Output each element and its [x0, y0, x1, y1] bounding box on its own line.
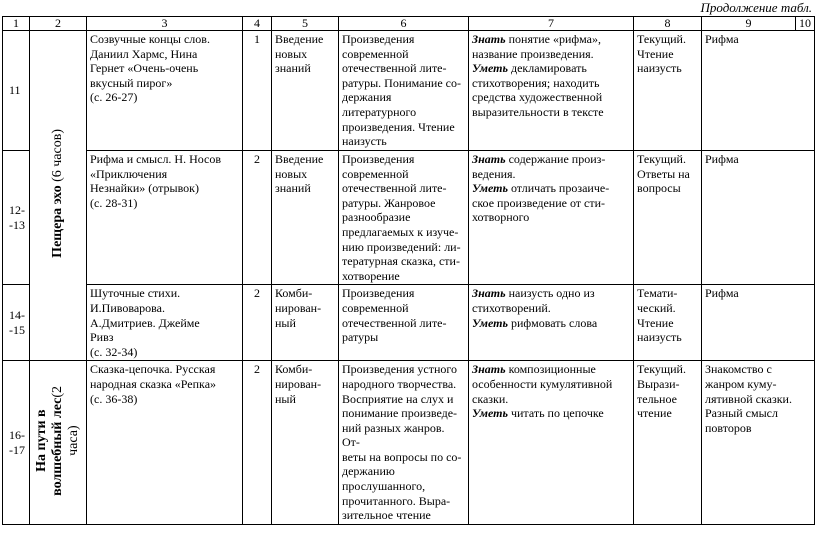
cell-line: ческий. — [637, 300, 676, 315]
cell-line — [472, 152, 630, 167]
requirement-text: стихотворений. — [472, 300, 551, 315]
cell-line: нирован- — [275, 376, 322, 391]
lesson-content — [339, 151, 469, 285]
lesson-hours: 2 — [243, 361, 272, 525]
cell-line: -17 — [9, 442, 25, 457]
cell-line: хотворение — [342, 268, 400, 283]
cell-line: Ответы на — [637, 166, 690, 181]
cell-line: Даниил Хармс, Нина — [90, 46, 198, 61]
lesson-plan-table — [2, 16, 815, 525]
requirement-text: ведения. — [472, 166, 516, 181]
requirement-text: название произведения. — [472, 46, 594, 61]
cell-line: разнообразие — [342, 210, 411, 225]
cell-line — [472, 196, 630, 211]
cell-line — [472, 377, 630, 392]
cell-line: отечественной лите- — [342, 315, 447, 330]
cell-line: Созвучные концы слов. — [90, 32, 210, 46]
requirement-text: декламировать — [507, 61, 587, 76]
lesson-number — [3, 31, 30, 151]
lesson-number — [3, 361, 30, 525]
cell-line: «Приключения — [90, 166, 168, 181]
cell-line: Чтение — [637, 46, 674, 61]
cell-line — [472, 32, 630, 47]
cell-line: Введение — [275, 32, 324, 46]
requirement-keyword: Уметь — [472, 61, 508, 76]
lesson-requirements — [469, 285, 634, 361]
lesson-topic — [87, 151, 243, 285]
lesson-topic — [87, 31, 243, 151]
header-cell: 7 — [469, 17, 634, 31]
section-title-line: На пути в — [34, 409, 49, 473]
cell-line: понимание произведе- — [342, 406, 458, 421]
cell-line: Комби- — [275, 286, 313, 301]
lesson-requirements — [469, 151, 634, 285]
cell-line: Введение — [275, 152, 324, 166]
cell-line: Произведения — [342, 286, 415, 301]
cell-line: (с. 32-34) — [90, 344, 138, 359]
table-continuation-caption: Продолжение табл. — [700, 0, 812, 15]
cell-line: нию произведений: ли- — [342, 239, 461, 254]
cell-line: 16- — [9, 427, 25, 442]
cell-line: вопросы — [637, 181, 681, 196]
cell-line: Рифма — [705, 286, 739, 301]
cell-line: ратуры. Понимание со- — [342, 75, 462, 90]
lesson-number — [3, 285, 30, 361]
header-cell: 9 — [702, 17, 796, 31]
header-cell: 2 — [30, 17, 87, 31]
lesson-content — [339, 31, 469, 151]
cell-line: жанром куму- — [705, 376, 777, 391]
cell-line: чтение — [637, 406, 672, 421]
lesson-hours: 2 — [243, 151, 272, 285]
cell-line: 14- — [9, 308, 25, 323]
cell-line — [472, 47, 630, 62]
lesson-number — [3, 151, 30, 285]
cell-line: новых — [275, 166, 308, 181]
cell-line — [472, 181, 630, 196]
cell-line — [472, 301, 630, 316]
cell-line: ратуры — [342, 330, 379, 345]
cell-line — [472, 392, 630, 407]
cell-line: прослушанного, — [342, 479, 426, 494]
section-title-main: Пещера эхо — [50, 185, 65, 259]
cell-line: Разный смысл — [705, 406, 778, 421]
cell-line: знаний — [275, 61, 311, 76]
lesson-topic — [87, 285, 243, 361]
cell-line: наизусть — [637, 330, 682, 345]
cell-line: произведения. Чтение — [342, 119, 455, 134]
cell-line: литературного — [342, 104, 417, 119]
lesson-notes — [702, 285, 815, 361]
requirement-keyword: Знать — [472, 152, 506, 166]
cell-line — [472, 90, 630, 105]
cell-line: Произведения — [342, 152, 415, 166]
requirement-keyword: Знать — [472, 362, 506, 377]
cell-line: Знакомство с — [705, 362, 772, 377]
cell-line: Текущий. — [637, 152, 686, 166]
cell-line — [472, 316, 630, 331]
cell-line — [472, 286, 630, 301]
cell-line: нирован- — [275, 300, 322, 315]
cell-line: 12- — [9, 203, 25, 218]
table-row — [3, 361, 815, 525]
cell-line: ный — [275, 391, 296, 406]
requirement-text: читать по цепочке — [507, 406, 604, 421]
cell-line: новых — [275, 46, 308, 61]
header-cell: 3 — [87, 17, 243, 31]
requirement-text: понятие «рифма», — [505, 32, 601, 46]
requirement-text: стихотворения; находить — [472, 75, 600, 90]
requirement-keyword: Знать — [472, 286, 506, 301]
cell-line: Рифма — [705, 152, 739, 166]
lesson-type — [272, 151, 339, 285]
cell-line: Текущий. — [637, 32, 686, 46]
cell-line: повторов — [705, 420, 752, 435]
requirement-text: сказки. — [472, 391, 509, 406]
header-cell: 4 — [243, 17, 272, 31]
cell-line: народная сказка «Репка» — [90, 376, 217, 391]
table-row — [3, 31, 815, 151]
cell-line: Чтение — [637, 315, 674, 330]
section-title-hours: часа) — [66, 425, 81, 457]
cell-line: ратуры. Жанровое — [342, 195, 436, 210]
lesson-hours: 2 — [243, 285, 272, 361]
requirement-text: средства художественной — [472, 90, 603, 105]
requirement-text: выразительности в тексте — [472, 104, 604, 119]
lesson-type — [272, 361, 339, 525]
cell-line: (с. 28-31) — [90, 195, 138, 210]
cell-line: Вырази- — [637, 376, 680, 391]
cell-line: держания — [342, 90, 392, 105]
lesson-type — [272, 285, 339, 361]
cell-line: (с. 26-27) — [90, 90, 138, 105]
cell-line: тературная сказка, сти- — [342, 254, 460, 269]
cell-line: Темати- — [637, 286, 678, 301]
cell-line — [472, 167, 630, 182]
cell-line: народного творчества. — [342, 376, 457, 391]
cell-line: Шуточные стихи. — [90, 286, 181, 301]
lesson-notes — [702, 151, 815, 285]
cell-line: Незнайки» (отрывок) — [90, 181, 200, 196]
lesson-type — [272, 31, 339, 151]
cell-line: современной — [342, 46, 409, 61]
lesson-control — [634, 361, 702, 525]
requirement-text: ское произведение от сти- — [472, 195, 606, 210]
requirement-keyword: Уметь — [472, 315, 508, 330]
cell-line: зительное чтение — [342, 508, 431, 523]
cell-line: держанию — [342, 464, 395, 479]
cell-line: Произведения — [342, 32, 415, 46]
cell-line: 11 — [9, 83, 21, 98]
section-title-line: волшебный лес — [50, 397, 65, 496]
cell-line: наизусть — [637, 61, 682, 76]
cell-line: Гернет «Очень-очень — [90, 61, 199, 76]
section-cave-echo — [30, 31, 87, 361]
cell-line: -15 — [9, 322, 25, 337]
section-magic-forest — [30, 361, 87, 525]
lesson-requirements — [469, 361, 634, 525]
table-row — [3, 285, 815, 361]
cell-line: современной — [342, 166, 409, 181]
cell-line: наизусть — [342, 134, 387, 149]
cell-line: отечественной лите- — [342, 61, 447, 76]
cell-line: А.Дмитриев. Джейме — [90, 315, 200, 330]
cell-line: -13 — [9, 217, 25, 232]
lesson-content — [339, 285, 469, 361]
cell-line: (с. 36-38) — [90, 391, 138, 406]
lesson-control — [634, 151, 702, 285]
cell-line: Произведения устного — [342, 362, 458, 377]
cell-line: современной — [342, 300, 409, 315]
cell-line: веты на вопросы по со- — [342, 449, 462, 464]
cell-line: Текущий. — [637, 362, 686, 377]
cell-line — [472, 61, 630, 76]
cell-line: Сказка-цепочка. Русская — [90, 362, 216, 377]
header-cell: 6 — [339, 17, 469, 31]
lesson-control — [634, 285, 702, 361]
requirement-text: рифмовать слова — [507, 315, 598, 330]
section-title — [50, 129, 66, 258]
requirement-keyword: Уметь — [472, 181, 508, 196]
lesson-notes — [702, 361, 815, 525]
cell-line — [472, 210, 630, 225]
cell-line: лятивной сказки. — [705, 391, 792, 406]
cell-line: Ривз — [90, 330, 114, 345]
requirement-text: композиционные — [505, 362, 596, 377]
cell-line: ный — [275, 315, 296, 330]
requirement-text: содержание произ- — [505, 152, 606, 166]
header-cell: 1 — [3, 17, 30, 31]
cell-line: предлагаемых к изуче- — [342, 224, 459, 239]
lesson-control — [634, 31, 702, 151]
section-title — [34, 386, 82, 496]
lesson-hours: 1 — [243, 31, 272, 151]
header-cell: 8 — [634, 17, 702, 31]
cell-line: прочитанного. Выра- — [342, 493, 451, 508]
cell-line — [472, 362, 630, 377]
cell-line: Комби- — [275, 362, 313, 377]
header-cell: 10 — [796, 17, 815, 31]
header-row — [3, 17, 815, 31]
table-row — [3, 151, 815, 285]
cell-line: ний разных жанров. От- — [342, 420, 445, 450]
cell-line — [472, 406, 630, 421]
cell-line: знаний — [275, 181, 311, 196]
requirement-text: хотворного — [472, 210, 530, 225]
requirement-text: особенности кумулятивной — [472, 376, 613, 391]
section-title-hours: (2 — [50, 385, 65, 398]
section-title-hours: (6 часов) — [50, 129, 65, 186]
cell-line — [472, 105, 630, 120]
requirement-keyword: Уметь — [472, 406, 508, 421]
cell-line: Восприятие на слух и — [342, 391, 454, 406]
cell-line: Рифма и смысл. Н. Носов — [90, 152, 222, 166]
cell-line: вкусный пирог» — [90, 75, 173, 90]
requirement-text: наизусть одно из — [505, 286, 595, 301]
cell-line: И.Пивоварова. — [90, 300, 166, 315]
lesson-notes — [702, 31, 815, 151]
cell-line — [472, 76, 630, 91]
requirement-keyword: Знать — [472, 32, 506, 46]
lesson-content — [339, 361, 469, 525]
cell-line: тельное — [637, 391, 677, 406]
lesson-topic — [87, 361, 243, 525]
cell-line: Рифма — [705, 32, 739, 46]
lesson-requirements — [469, 31, 634, 151]
requirement-text: отличать прозаиче- — [507, 181, 610, 196]
header-cell: 5 — [272, 17, 339, 31]
cell-line: отечественной лите- — [342, 181, 447, 196]
